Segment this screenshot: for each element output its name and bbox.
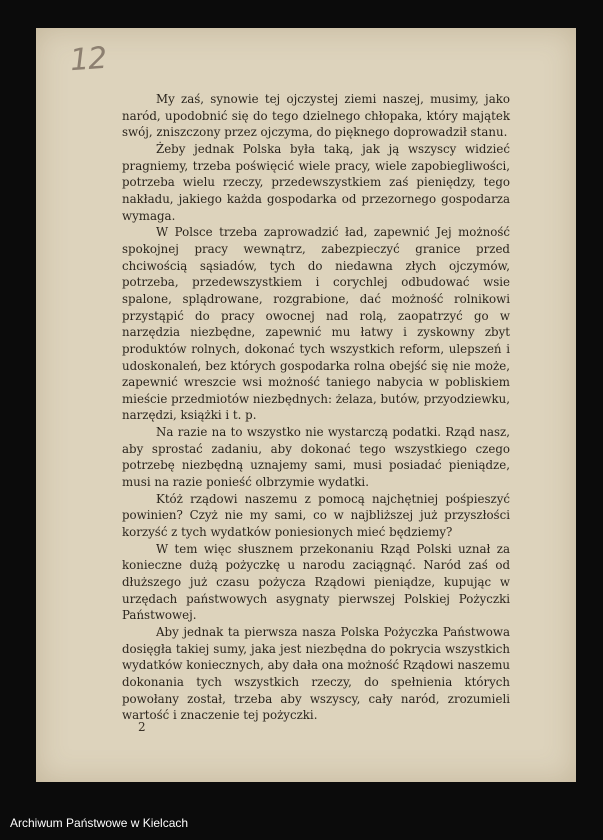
document-page	[36, 28, 576, 782]
paragraph: W tem więc słusznem przekonaniu Rząd Polski uznał za konieczne dużą pożyczkę u narodu zaciągnąć. Naród zaś od dłuższego już czasu pożycza Rządowi pieniądze, kupując w urzędach państwowych asygnaty pierwszej Polskiej Pożyczki Państwowej.	[122, 541, 510, 623]
paragraph: Któż rządowi naszemu z pomocą najchętniej pośpieszyć powinien? Czyż nie my sami, co w najbliższej już przyszłości korzyść z tych wydatków poniesionych mieć będziemy?	[122, 491, 510, 540]
paragraph: Aby jednak ta pierwsza nasza Polska Pożyczka Państwowa dosięgła takiej sumy, jaka jest niezbędna do pokrycia wszystkich wydatków koniecznych, aby dała ona możność Rządowi naszemu dokonania tych wszystkich rzeczy, do spełnienia których powołany został, trzeba aby wszyscy, cały naród, zrozumieli wartość i znaczenie tej pożyczki.	[122, 625, 510, 723]
paragraph: W Polsce trzeba zaprowadzić ład, zapewnić Jej możność spokojnej pracy wewnątrz, zabezpieczyć granice przed chciwością sąsiadów, tych do niedawna złych ojczymów, potrzeba, przedewszystkiem i corychlej odbudować wsie spalone, splądrowane, rozgrabione, dać możność rolnikowi przystąpić do pracy owocnej nad rolą, zaopatrzyć go w narzędzia niezbędne, zapewnić mu łatwy i zyskowny zbyt produktów rolnych, dokonać tych wszystkich reform, ulepszeń i udoskonaleń, bez których gospodarka rolna obejść się nie może, zapewnić wreszcie wsi możność taniego nabycia w pobliskiem mieście przedmiotów niezbędnych: żelaza, butów, przyodziewku, narzędzi, książki i t. p.	[122, 225, 510, 423]
body-text	[122, 91, 510, 724]
paragraph: Na razie na to wszystko nie wystarczą podatki. Rząd nasz, aby sprostać zadaniu, aby dokonać tego wszystkiego czego potrzebę niezbędną uznajemy sami, musi posiadać pieniądze, musi na razie ponieść olbrzymie wydatki.	[122, 425, 510, 490]
handwritten-folio-number: 12	[68, 40, 108, 79]
paragraph: My zaś, synowie tej ojczystej ziemi naszej, musimy, jako naród, upodobnić się do tego dzielnego chłopaka, który majątek swój, zniszczony przez ojczyma, do pięknego doprowadził stanu.	[122, 92, 510, 140]
archive-watermark: Archiwum Państwowe w Kielcach	[10, 816, 189, 830]
page-number: 2	[138, 720, 146, 734]
paragraph: Żeby jednak Polska była taką, jak ją wszyscy widzieć pragniemy, trzeba poświęcić wiele pracy, wiele zapobiegliwości, potrzeba wielu rzeczy, przedewszystkiem zaś pieniędzy, tego nakładu, jakiego każda gospodarka od przezornego gospodarza wymaga.	[122, 141, 510, 223]
